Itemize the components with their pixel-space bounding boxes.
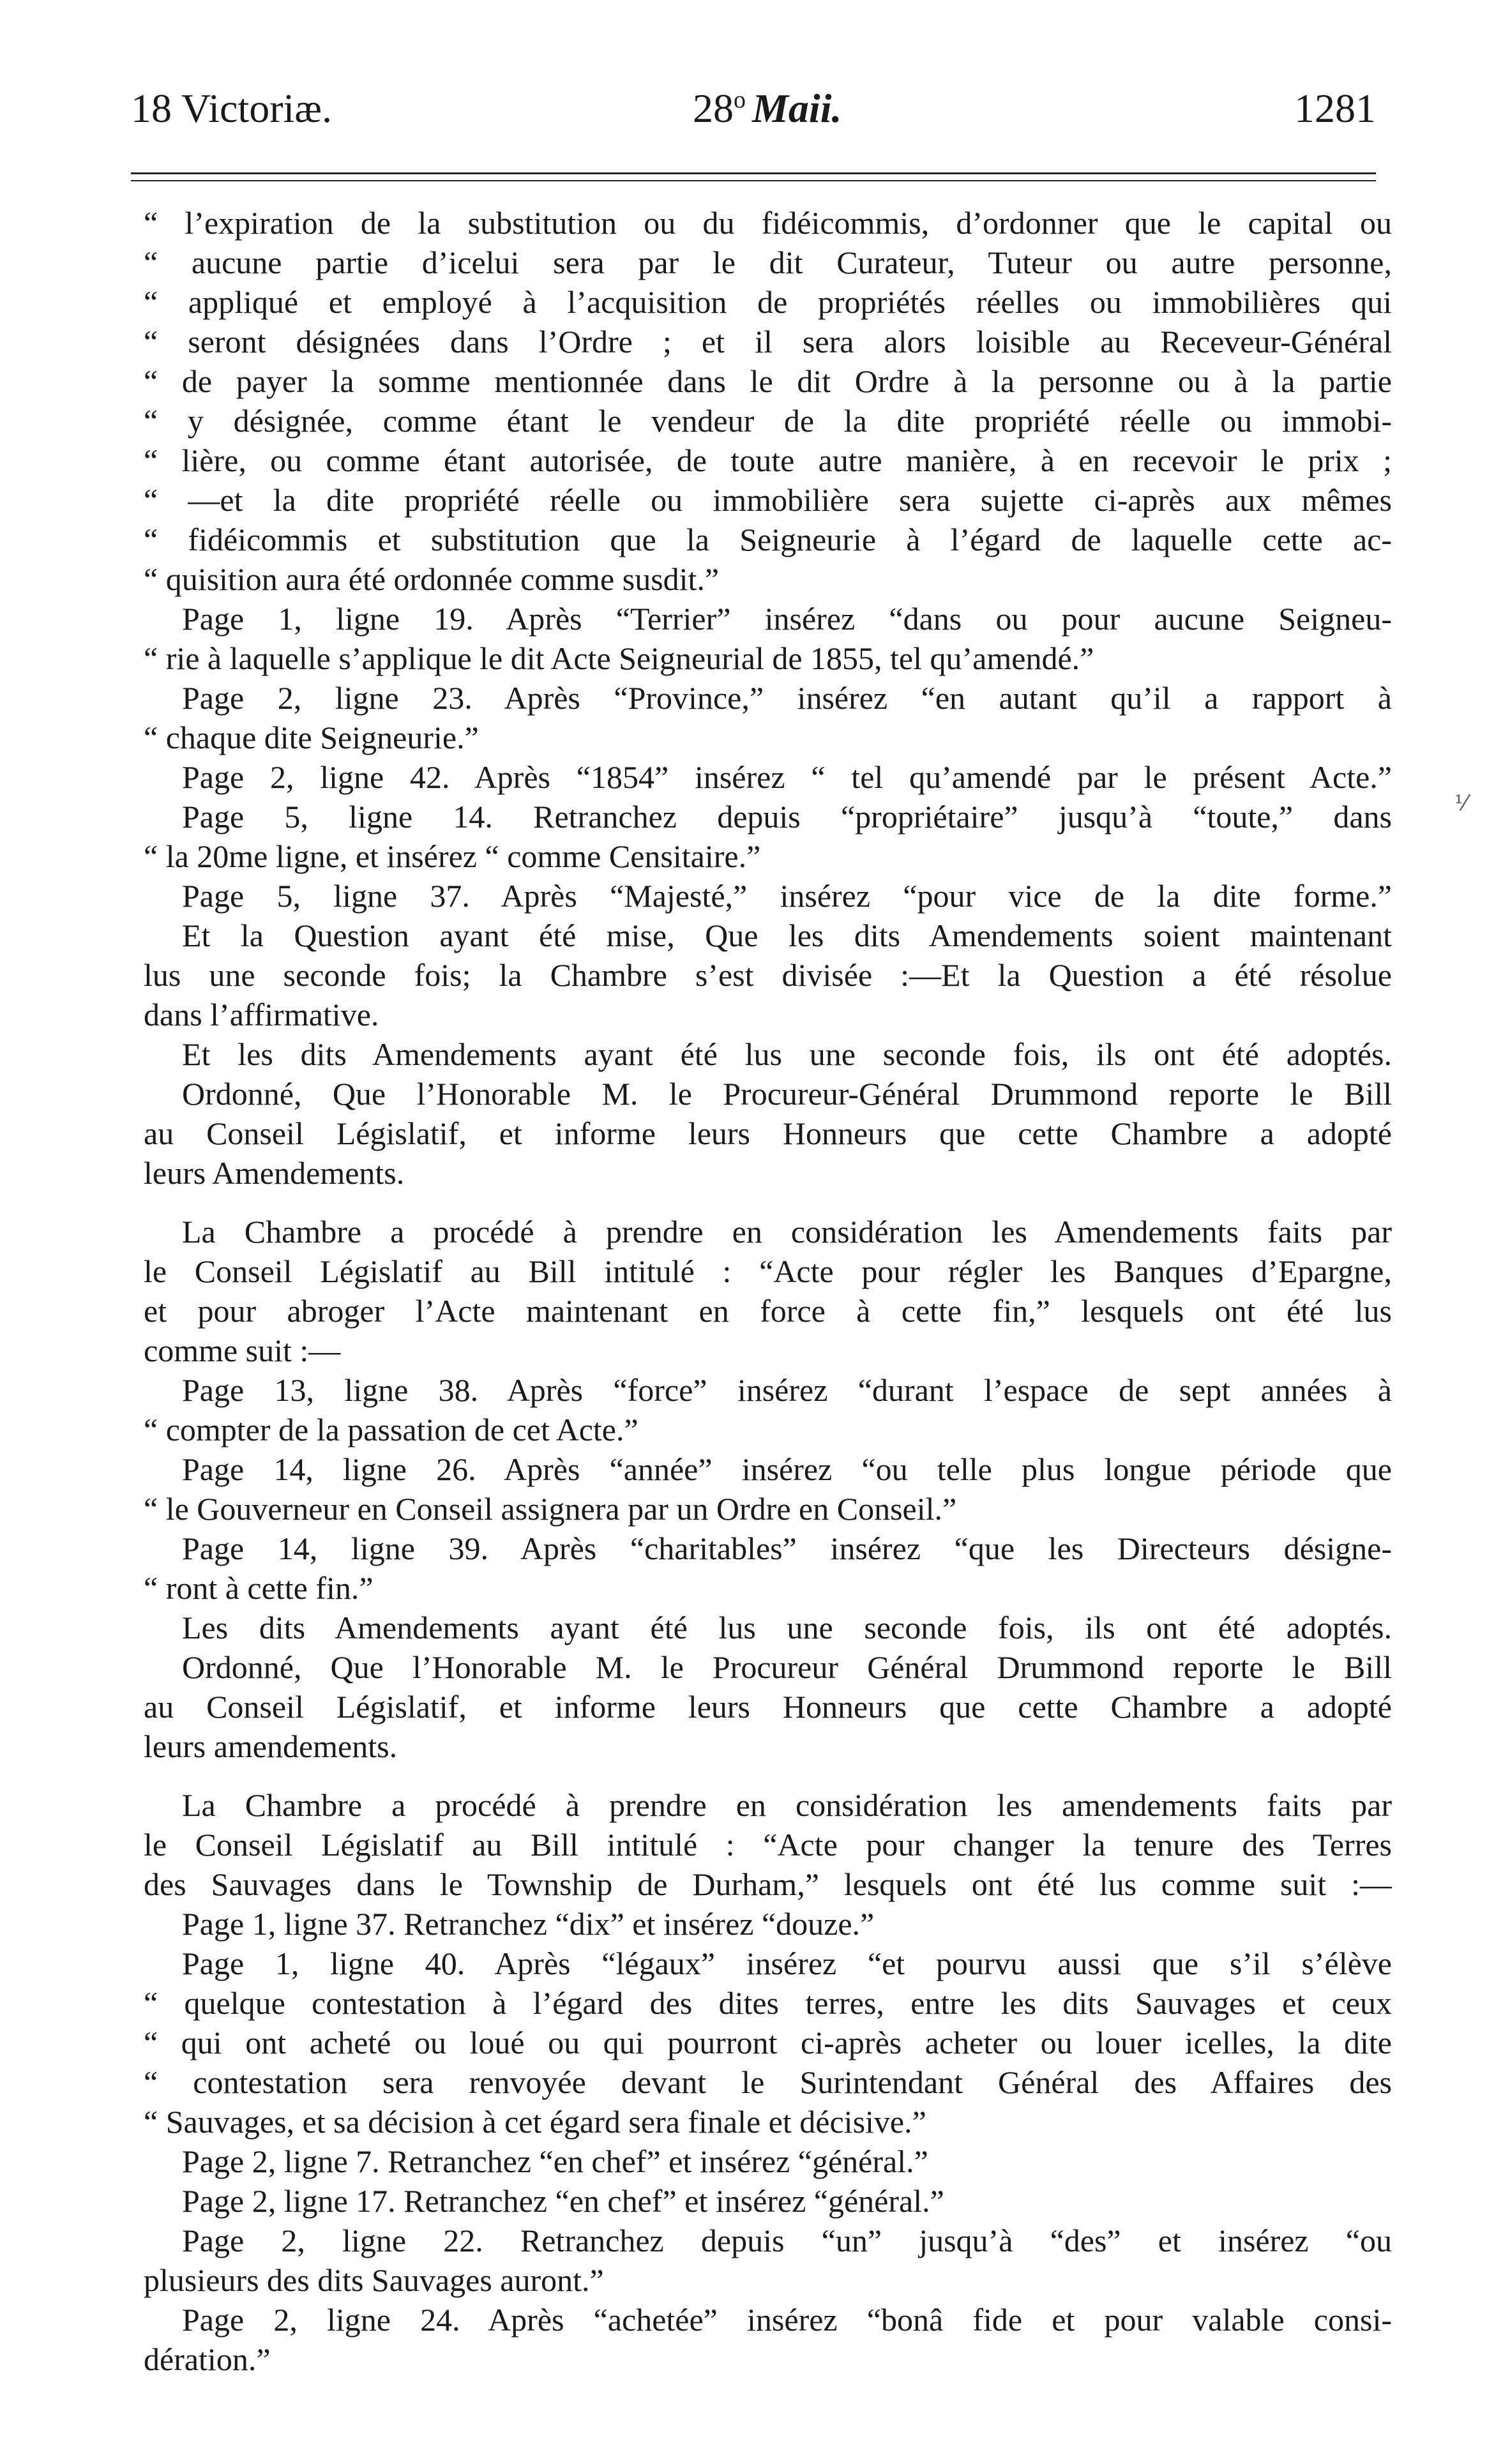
text-line: “ compter de la passation de cet Acte.” [144,1412,638,1447]
text-line: Page 5, ligne 14. Retranchez depuis “propriétaire” jusqu’à “toute,” dans [182,799,1392,835]
text-line: Et la Question ayant été mise, Que les dits Amendements soient maintenant [182,918,1392,953]
text-line: Et les dits Amendements ayant été lus une seconde fois, ils ont été adoptés. [182,1036,1392,1072]
page-header [131,80,1376,137]
text-line: “ —et la dite propriété réelle ou immobilière sera sujette ci-après aux mêmes [144,482,1392,518]
date-month: Maii. [752,86,842,131]
text-line: au Conseil Législatif, et informe leurs Honneurs que cette Chambre a adopté [144,1115,1392,1151]
text-line: comme suit :— [144,1333,341,1368]
text-line: leurs amendements. [144,1728,398,1764]
text-line: La Chambre a procédé à prendre en considération les Amendements faits par [182,1214,1392,1250]
text-line: Ordonné, Que l’Honorable M. le Procureur-Général Drummond reporte le Bill [182,1076,1392,1112]
page-number: 1281 [1294,86,1376,131]
text-line: Les dits Amendements ayant été lus une seconde fois, ils ont été adoptés. [182,1610,1392,1645]
text-line: “ Sauvages, et sa décision à cet égard sera finale et décisive.” [144,2104,926,2140]
text-line: dération.” [144,2341,271,2377]
text-line: Page 14, ligne 39. Après “charitables” insérez “que les Directeurs désigne- [182,1531,1392,1566]
text-line: Page 2, ligne 22. Retranchez depuis “un” jusqu’à “des” et insérez “ou [182,2223,1392,2258]
text-line: “ seront désignées dans l’Ordre ; et il sera alors loisible au Receveur-Général [144,324,1392,359]
text-line: Page 1, ligne 19. Après “Terrier” insérez “dans ou pour aucune Seigneu- [182,601,1392,637]
date-day: 28 [693,86,734,131]
text-line: plusieurs des dits Sauvages auront.” [144,2262,604,2298]
text-line: Ordonné, Que l’Honorable M. le Procureur Général Drummond reporte le Bill [182,1649,1392,1685]
text-line: “ aucune partie d’icelui sera par le dit Curateur, Tuteur ou autre personne, [144,245,1392,280]
date-day-suffix: o [734,86,746,114]
text-line: au Conseil Législatif, et informe leurs Honneurs que cette Chambre a adopté [144,1689,1392,1725]
text-line: “ fidéicommis et substitution que la Seigneurie à l’égard de laquelle cette ac- [144,522,1392,557]
text-line: Page 14, ligne 26. Après “année” insérez “ou telle plus longue période que [182,1451,1392,1487]
date-label [693,80,842,137]
text-line: Page 2, ligne 23. Après “Province,” insérez “en autant qu’il a rapport à [182,680,1392,716]
text-line: “ y désignée, comme étant le vendeur de la dite propriété réelle ou immobi- [144,403,1392,439]
session-label: 18 Victoriæ. [131,86,332,131]
page-body [144,203,1392,2379]
text-line: “ appliqué et employé à l’acquisition de propriétés réelles ou immobilières qui [144,284,1392,320]
text-line: leurs Amendements. [144,1155,405,1191]
text-line: “ chaque dite Seigneurie.” [144,720,479,755]
text-line: le Conseil Législatif au Bill intitulé : “Acte pour régler les Banques d’Epargne, [144,1253,1392,1289]
text-line: Page 1, ligne 37. Retranchez “dix” et insérez “douze.” [182,1906,875,1942]
text-line: “ ront à cette fin.” [144,1570,374,1606]
text-line: et pour abroger l’Acte maintenant en force à cette fin,” lesquels ont été lus [144,1293,1392,1329]
text-line: Page 13, ligne 38. Après “force” insérez “durant l’espace de sept années à [182,1372,1392,1408]
text-line: “ lière, ou comme étant autorisée, de toute autre manière, à en recevoir le prix ; [144,442,1392,478]
text-line: Page 5, ligne 37. Après “Majesté,” insérez “pour vice de la dite forme.” [182,878,1392,914]
header-rule-bottom [131,180,1376,181]
text-line: La Chambre a procédé à prendre en considération les amendements faits par [182,1787,1392,1823]
text-line: Page 2, ligne 17. Retranchez “en chef” et insérez “général.” [182,2183,944,2219]
header-rule-top [131,172,1376,174]
text-line: Page 2, ligne 7. Retranchez “en chef” et insérez “général.” [182,2143,928,2179]
text-line: “ la 20me ligne, et insérez “ comme Censitaire.” [144,838,761,874]
text-line: “ le Gouverneur en Conseil assignera par un Ordre en Conseil.” [144,1491,957,1527]
text-line: Page 2, ligne 42. Après “1854” insérez “ tel qu’amendé par le présent Acte.” [182,759,1392,795]
text-line: des Sauvages dans le Township de Durham,” lesquels ont été lus comme suit :— [144,1866,1392,1902]
text-line: lus une seconde fois; la Chambre s’est divisée :—Et la Question a été résolue [144,957,1392,993]
text-line: “ rie à laquelle s’applique le dit Acte Seigneurial de 1855, tel qu’amendé.” [144,640,1094,676]
text-line: “ quisition aura été ordonnée comme susdit.” [144,561,720,597]
paragraph-gap [144,1766,1392,1785]
text-line: “ l’expiration de la substitution ou du fidéicommis, d’ordonner que le capital ou [144,205,1392,241]
margin-mark: ⅟ [1454,792,1467,815]
text-line: Page 1, ligne 40. Après “légaux” insérez “et pourvu aussi que s’il s’élève [182,1946,1392,1981]
text-line: “ de payer la somme mentionnée dans le dit Ordre à la personne ou à la partie [144,363,1392,399]
text-line: “ qui ont acheté ou loué ou qui pourront ci-après acheter ou louer icelles, la dite [144,2025,1392,2060]
text-line: le Conseil Législatif au Bill intitulé : “Acte pour changer la tenure des Terres [144,1827,1392,1863]
text-line: “ contestation sera renvoyée devant le Surintendant Général des Affaires des [144,2064,1392,2100]
text-line: “ quelque contestation à l’égard des dites terres, entre les dits Sauvages et ceux [144,1985,1392,2021]
paragraph-gap [144,1193,1392,1212]
text-line: dans l’affirmative. [144,997,379,1032]
text-line: Page 2, ligne 24. Après “achetée” insérez “bonâ fide et pour valable consi- [182,2302,1392,2338]
